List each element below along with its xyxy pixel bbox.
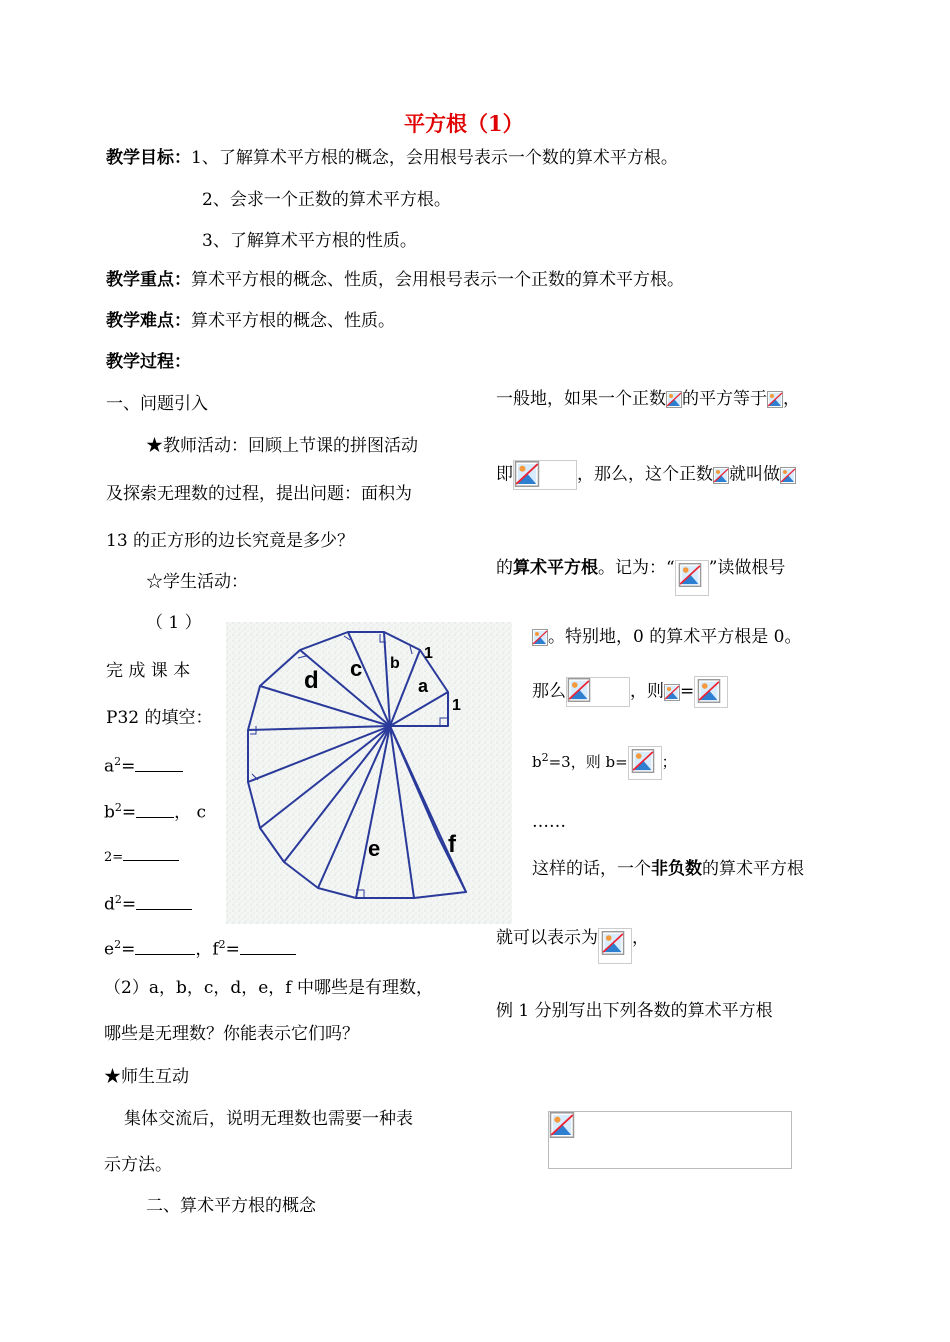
- figure-label-d: d: [304, 667, 319, 694]
- broken-image-icon: [567, 678, 591, 702]
- difficulties: [106, 311, 395, 331]
- interact-line-1: 集体交流后，说明无理数也需要一种表: [124, 1109, 413, 1129]
- right-p3: 的算术平方根。记为：“ ”读做根号: [496, 558, 785, 596]
- broken-image-icon: [666, 391, 682, 408]
- broken-image-icon: [549, 1112, 575, 1138]
- section2-heading: 二、算术平方根的概念: [146, 1196, 316, 1216]
- right-p2: 即 ，那么，这个正数 就叫做: [496, 460, 796, 490]
- right-p4: 。特别地，0 的算术平方根是 0。: [532, 627, 801, 647]
- fill-c: 2=: [104, 846, 179, 868]
- right-p8: 就可以表示为 ，: [496, 928, 649, 964]
- difficulties-text: 算术平方根的概念、性质。: [191, 311, 395, 331]
- broken-image-icon: [664, 684, 680, 701]
- key-points: [106, 270, 684, 290]
- interact-heading: ★师生互动: [104, 1067, 189, 1087]
- fill-e-f: $e^2=$ ，$f^2=$: [104, 935, 296, 960]
- interact-line-2: 示方法。: [104, 1155, 172, 1175]
- broken-image-icon: [678, 563, 702, 587]
- figure-label-1-top: 1: [424, 645, 433, 662]
- right-dots: ……: [532, 812, 566, 832]
- figure-label-a: a: [418, 676, 429, 696]
- broken-image-icon: [514, 461, 540, 487]
- figure-label-f: f: [448, 831, 456, 858]
- figure-label-c: c: [350, 656, 363, 681]
- example-image-box: [548, 1111, 792, 1169]
- objective-2: 2、会求一个正数的算术平方根。: [202, 190, 451, 210]
- right-p6: $b^2=3$，则 b= ；: [532, 746, 677, 780]
- section1-heading: 一、问题引入: [106, 394, 208, 414]
- broken-image-icon: [601, 931, 625, 955]
- broken-image-icon: [713, 467, 729, 484]
- objective-3: 3、了解算术平方根的性质。: [202, 231, 417, 251]
- question1-text-a: 完 成 课 本: [106, 661, 191, 681]
- teacher-activity-2: 及探索无理数的过程，提出问题：面积为: [106, 484, 412, 504]
- objectives-line-1: [106, 148, 678, 168]
- objective-1: 1、了解算术平方根的概念，会用根号表示一个数的算术平方根。: [191, 148, 678, 168]
- square-root-spiral-figure: [226, 622, 512, 924]
- broken-image-icon: [532, 629, 548, 646]
- key-points-label: 教学重点：: [106, 270, 191, 290]
- figure-label-1-right: 1: [452, 697, 461, 714]
- process-label: 教学过程：: [106, 352, 191, 372]
- example-1: 例 1 分别写出下列各数的算术平方根: [496, 1001, 773, 1021]
- student-activity: ☆学生活动：: [146, 572, 248, 592]
- question2-line-2: 哪些是无理数？你能表示它们吗？: [104, 1024, 359, 1044]
- teacher-activity-1: ★教师活动：回顾上节课的拼图活动: [146, 436, 418, 456]
- fill-a: $a^2=$: [104, 752, 183, 777]
- right-p5: 那么 ，则 =: [532, 676, 728, 708]
- objectives-label: 教学目标：: [106, 148, 191, 168]
- broken-image-icon: [631, 749, 655, 773]
- question1-number: （ 1 ）: [146, 613, 202, 633]
- question1-text-b: P32 的填空：: [106, 708, 213, 728]
- right-p1: 一般地，如果一个正数 的平方等于 ，: [496, 389, 800, 409]
- key-points-text: 算术平方根的概念、性质，会用根号表示一个正数的算术平方根。: [191, 270, 684, 290]
- page-title: 平方根（1）: [404, 111, 524, 136]
- figure-label-e: e: [368, 836, 381, 861]
- right-p7: 这样的话，一个非负数的算术平方根: [532, 859, 804, 879]
- difficulties-label: 教学难点：: [106, 311, 191, 331]
- broken-image-icon: [780, 467, 796, 484]
- question2-line-1: （2）a，b，c，d，e，f 中哪些是有理数，: [104, 978, 433, 998]
- fill-d: $d^2=$: [104, 890, 192, 915]
- fill-b: $b^2=$ ， c: [104, 801, 207, 823]
- broken-image-icon: [697, 679, 721, 703]
- teacher-activity-3: 13 的正方形的边长究竟是多少？: [106, 531, 355, 551]
- figure-label-b: b: [390, 655, 400, 672]
- broken-image-icon: [767, 391, 783, 408]
